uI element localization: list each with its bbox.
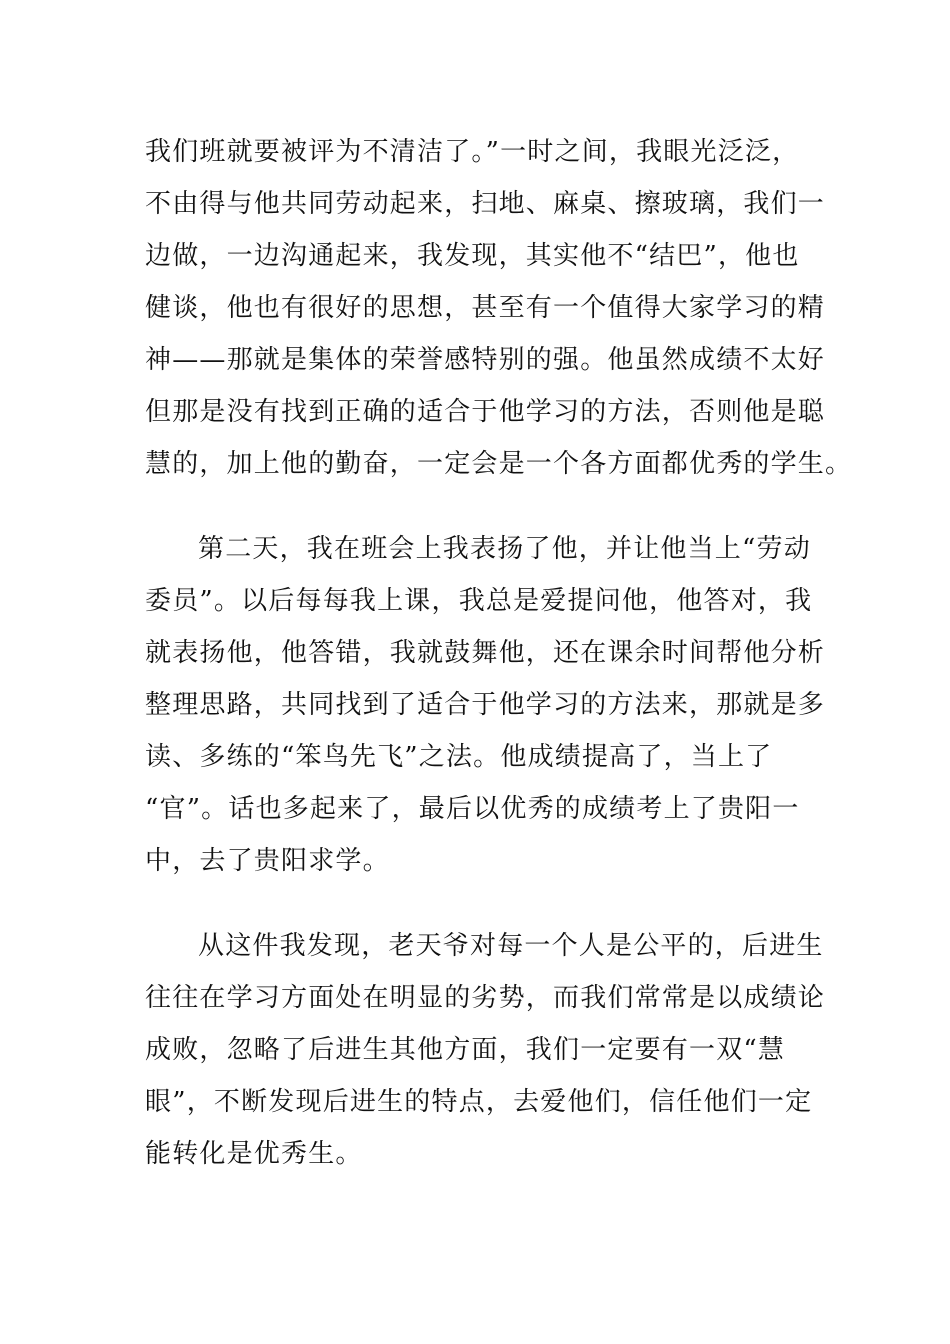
paragraph-line: 就表扬他，他答错，我就鼓舞他，还在课余时间帮他分析 [145, 638, 826, 668]
paragraph-line: 慧的，加上他的勤奋，一定会是一个各方面都优秀的学生。 [145, 449, 853, 479]
paragraph-line: 读、多练的“笨鸟先飞”之法。他成绩提高了，当上了 [145, 742, 773, 772]
paragraph-line: 神——那就是集体的荣誉感特别的强。他虽然成绩不太好 [145, 345, 826, 375]
paragraph-line: 中，去了贵阳求学。 [145, 846, 390, 876]
paragraph-line: 整理思路，共同找到了适合于他学习的方法来，那就是多 [145, 690, 826, 720]
paragraph-line: 不由得与他共同劳动起来，扫地、麻桌、擦玻璃，我们一 [145, 189, 826, 219]
paragraph-line: 健谈，他也有很好的思想，甚至有一个值得大家学习的精 [145, 293, 826, 323]
paragraph-line: 能转化是优秀生。 [145, 1139, 363, 1169]
paragraph-line: 委员”。以后每每我上课，我总是爱提问他，他答对，我 [145, 586, 813, 616]
paragraph-line: 边做，一边沟通起来，我发现，其实他不“结巴”，他也 [145, 241, 800, 271]
paragraph-line: 但那是没有找到正确的适合于他学习的方法，否则他是聪 [145, 397, 826, 427]
paragraph-line: 第二天，我在班会上我表扬了他，并让他当上“劳动 [198, 534, 811, 564]
paragraph-line: 我们班就要被评为不清洁了。”一时之间，我眼光泛泛， [145, 137, 800, 167]
paragraph-line: “官”。话也多起来了，最后以优秀的成绩考上了贵阳一 [145, 794, 800, 824]
paragraph-line: 往往在学习方面处在明显的劣势，而我们常常是以成绩论 [145, 983, 826, 1013]
paragraph-line: 眼”，不断发现后进生的特点，去爱他们，信任他们一定 [145, 1087, 813, 1117]
paragraph-line: 从这件我发现，老天爷对每一个人是公平的，后进生 [198, 931, 824, 961]
paragraph-line: 成败，忽略了后进生其他方面，我们一定要有一双“慧 [145, 1035, 786, 1065]
